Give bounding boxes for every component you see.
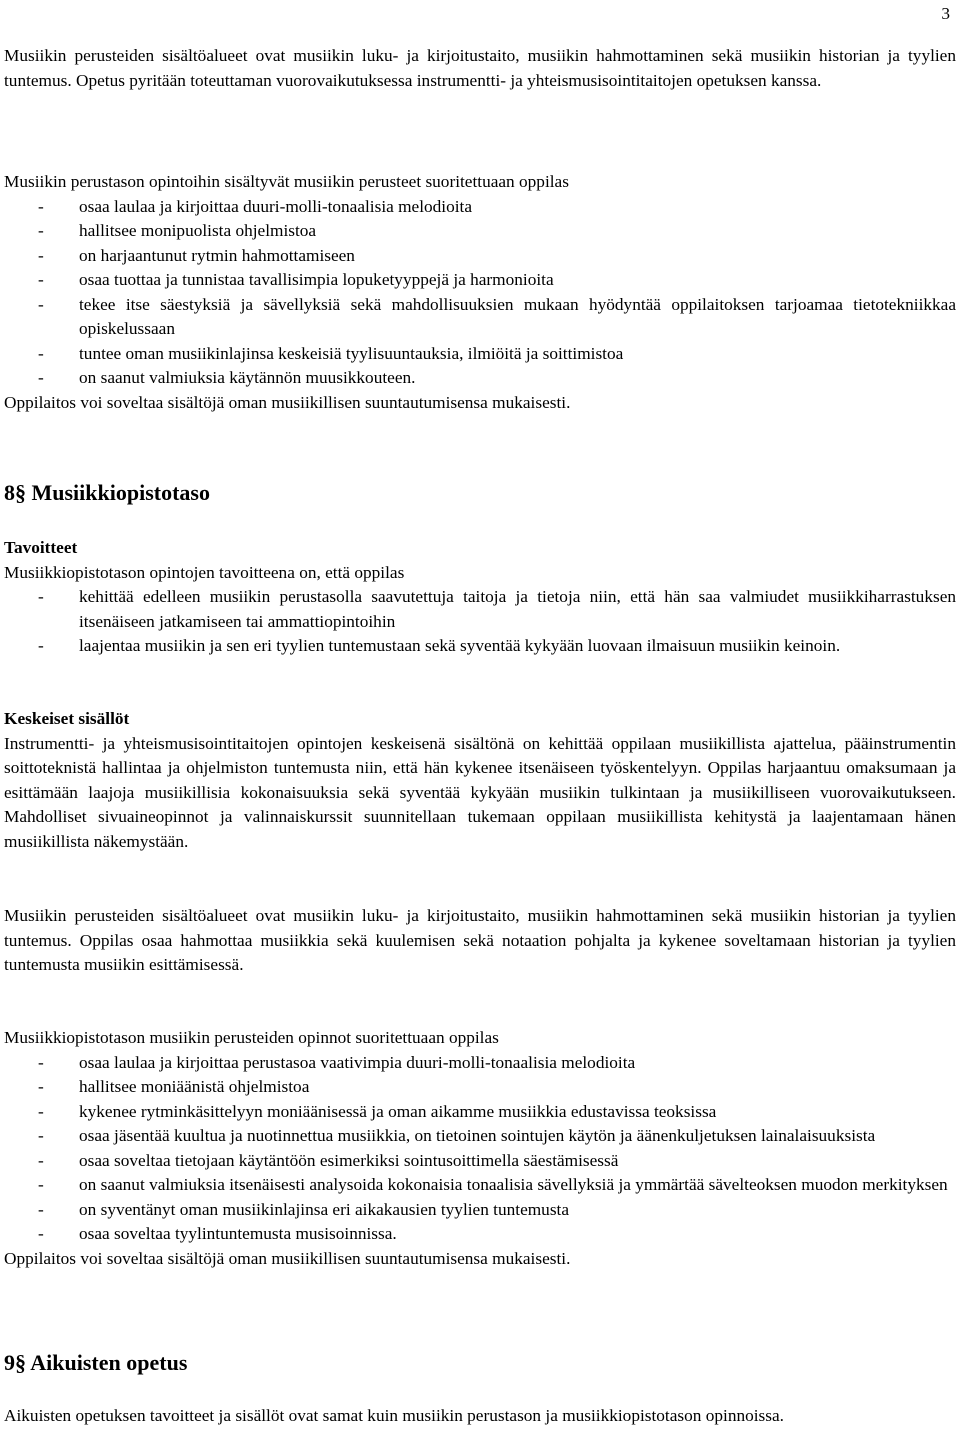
section-9-text: Aikuisten opetuksen tavoitteet ja sisällöt ovat samat kuin musiikin perustason ja musiikkiopistotason opinnoissa. bbox=[4, 1406, 784, 1425]
list-item: - osaa laulaa ja kirjoittaa duuri-molli-tonaalisia melodioita bbox=[4, 195, 956, 220]
section-8-heading: 8§ Musiikkiopistotaso bbox=[4, 480, 210, 505]
section-8-content bbox=[4, 707, 956, 854]
basics-outcomes-list bbox=[4, 1051, 956, 1247]
basics-closing: Oppilaitos voi soveltaa sisältöjä oman musiikillisen suuntautumisensa mukaisesti. bbox=[4, 1248, 571, 1268]
section-8-basics-block bbox=[4, 1026, 956, 1271]
list-item: - tekee itse säestyksiä ja sävellyksiä sekä mahdollisuuksien mukaan hyödyntää oppilaitoksen tarjoamaa tietotekniikkaa opiskelussaan bbox=[4, 293, 956, 342]
section-8-goals bbox=[4, 536, 956, 659]
basic-outcomes-list bbox=[4, 195, 956, 391]
intro-paragraph: Musiikin perusteiden sisältöalueet ovat musiikin luku- ja kirjoitustaito, musiikin hahmottaminen sekä musiikin historian ja tyylien tuntemus. Opetus pyritään toteuttaman vuorovaikutuksessa instrumentti- ja yhteismusisointitaitojen opetuksen kanssa. bbox=[4, 46, 956, 90]
list-item: - hallitsee moniäänistä ohjelmistoa bbox=[4, 1075, 956, 1100]
basic-level-block bbox=[4, 170, 956, 415]
list-item: - osaa soveltaa tyylintuntemusta musisoinnissa. bbox=[4, 1222, 956, 1247]
list-item: - osaa laulaa ja kirjoittaa perustasoa vaativimpia duuri-molli-tonaalisia melodioita bbox=[4, 1051, 956, 1076]
basic-lead: Musiikin perustason opintoihin sisältyvät musiikin perusteet suoritettuaan oppilas bbox=[4, 172, 569, 191]
list-item: - tuntee oman musiikinlajinsa keskeisiä tyylisuuntauksia, ilmiöitä ja soittimistoa bbox=[4, 342, 956, 367]
basic-closing: Oppilaitos voi soveltaa sisältöjä oman musiikillisen suuntautumisensa mukaisesti. bbox=[4, 392, 571, 412]
page-number: 3 bbox=[941, 4, 950, 23]
list-item: - osaa jäsentää kuultua ja nuotinnettua musiikkia, on tietoinen sointujen käytön ja äänenkuljetuksen lainalaisuuksista bbox=[4, 1124, 956, 1149]
content-paragraph-2: Musiikin perusteiden sisältöalueet ovat musiikin luku- ja kirjoitustaito, musiikin hahmottaminen sekä musiikin historian ja tyylien tuntemus. Oppilas osaa hahmottaa musiikkia sekä kuulemisen sekä notaation pohjalta ja kykenee soveltamaan historian ja tyylien tuntemusta musiikin esittämisessä. bbox=[4, 906, 956, 974]
goals-title: Tavoitteet bbox=[4, 538, 78, 557]
list-item: - on saanut valmiuksia käytännön muusikkouteen. bbox=[4, 366, 956, 391]
basics-lead: Musiikkiopistotason musiikin perusteiden opinnot suoritettuaan oppilas bbox=[4, 1028, 499, 1047]
list-item: - kykenee rytminkäsittelyyn moniäänisessä ja oman aikamme musiikkia edustavissa teoksissa bbox=[4, 1100, 956, 1125]
list-item: - hallitsee monipuolista ohjelmistoa bbox=[4, 219, 956, 244]
list-item: - kehittää edelleen musiikin perustasolla saavutettuja taitoja ja tietoja niin, että hän saa valmiudet musiikkiharrastuksen itsenäiseen jatkamiseen tai ammattiopintoihin bbox=[4, 585, 956, 634]
content-paragraph-1: Instrumentti- ja yhteismusisointitaitojen opintojen keskeisenä sisältönä on kehittää oppilaan musiikillista ajattelua, pääinstrumentin soittoteknistä hallintaa ja ohjelmiston tuntemusta niin, että hän kykenee itsenäiseen työskentelyyn. Oppilas harjaantuu omaksumaan ja esittämään laajoja musiikillisia kokonaisuuksia sekä syventää kykyään musiikin tulkintaan ja musiikilliseen vuorovaikutukseen. Mahdolliset sivuaineopinnot ja valinnaiskurssit suunnitellaan tukemaan oppilaan musiikillista kehitystä ja laajentamaan hänen musiikillista näkemystään. bbox=[4, 733, 956, 851]
list-item: - on harjaantunut rytmin hahmottamiseen bbox=[4, 244, 956, 269]
list-item: - laajentaa musiikin ja sen eri tyylien tuntemustaan sekä syventää kykyään luovaan ilmaisuun musiikin keinoin. bbox=[4, 634, 956, 659]
section-9-heading: 9§ Aikuisten opetus bbox=[4, 1350, 188, 1375]
list-item: - osaa tuottaa ja tunnistaa tavallisimpia lopuketyyppejä ja harmonioita bbox=[4, 268, 956, 293]
goals-list bbox=[4, 585, 956, 659]
list-item: - on saanut valmiuksia itsenäisesti analysoida kokonaisia tonaalisia sävellyksiä ja ymmärtää sävelteoksen muodon merkityksen bbox=[4, 1173, 956, 1198]
list-item: - on syventänyt oman musiikinlajinsa eri aikakausien tyylien tuntemusta bbox=[4, 1198, 956, 1223]
content-title: Keskeiset sisällöt bbox=[4, 709, 130, 728]
goals-lead: Musiikkiopistotason opintojen tavoitteena on, että oppilas bbox=[4, 562, 405, 582]
list-item: - osaa soveltaa tietojaan käytäntöön esimerkiksi sointusoittimella säestämisessä bbox=[4, 1149, 956, 1174]
